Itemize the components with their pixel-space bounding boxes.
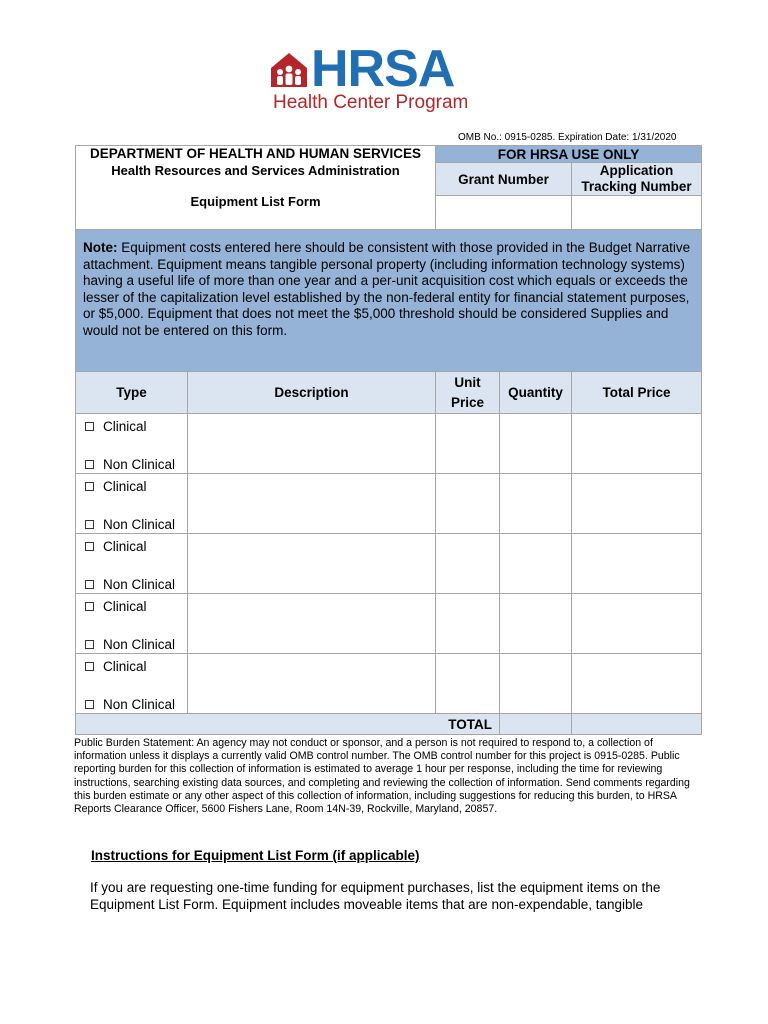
omb-number: OMB No.: 0915-0285. Expiration Date: 1/31/2020	[458, 132, 677, 143]
quantity-field[interactable]	[500, 534, 572, 594]
type-cell	[76, 654, 188, 714]
logo-program-name: Health Center Program	[273, 92, 469, 113]
clinical-checkbox[interactable]	[85, 422, 94, 431]
non-clinical-label: Non Clinical	[103, 576, 176, 592]
table-row	[76, 534, 702, 594]
type-cell	[76, 534, 188, 594]
non-clinical-checkbox[interactable]	[85, 520, 94, 529]
grant-number-label: Grant Number	[436, 163, 572, 196]
total-row	[76, 714, 702, 735]
clinical-checkbox[interactable]	[85, 602, 94, 611]
unit-price-field[interactable]	[436, 474, 500, 534]
table-row	[76, 474, 702, 534]
non-clinical-checkbox[interactable]	[85, 700, 94, 709]
clinical-option[interactable]	[85, 417, 187, 435]
non-clinical-label: Non Clinical	[103, 636, 176, 652]
clinical-checkbox[interactable]	[85, 662, 94, 671]
total-price-field[interactable]	[572, 534, 702, 594]
type-cell	[76, 414, 188, 474]
description-field[interactable]	[188, 654, 436, 714]
note-box	[76, 230, 702, 372]
form-title: Equipment List Form	[190, 194, 321, 209]
application-tracking-number-field[interactable]	[572, 196, 702, 230]
total-quantity-field[interactable]	[500, 714, 572, 735]
description-field[interactable]	[188, 474, 436, 534]
unit-price-field[interactable]	[436, 534, 500, 594]
column-header-quantity: Quantity	[500, 372, 572, 414]
description-field[interactable]	[188, 594, 436, 654]
application-tracking-number-label: Application Tracking Number	[572, 163, 702, 196]
description-field[interactable]	[188, 414, 436, 474]
department-header	[76, 146, 436, 230]
total-price-field[interactable]	[572, 594, 702, 654]
unit-price-field[interactable]	[436, 654, 500, 714]
non-clinical-label: Non Clinical	[103, 696, 176, 712]
non-clinical-option[interactable]	[85, 575, 187, 593]
house-people-icon	[270, 52, 308, 88]
clinical-option[interactable]	[85, 537, 187, 555]
table-row	[76, 654, 702, 714]
clinical-checkbox[interactable]	[85, 482, 94, 491]
non-clinical-option[interactable]	[85, 695, 187, 713]
hrsa-logo	[270, 40, 500, 116]
instructions-body: If you are requesting one-time funding for equipment purchases, list the equipment items on the Equipment List Form. Equipment includes moveable items that are non-expendable, tangible	[90, 880, 661, 912]
column-header-unit-price: Unit Price	[436, 372, 500, 414]
logo-wordmark: HRSA	[311, 40, 455, 98]
total-price-sum-field[interactable]	[572, 714, 702, 735]
agency-name: Health Resources and Services Administration	[111, 163, 400, 178]
column-header-description: Description	[188, 372, 436, 414]
non-clinical-label: Non Clinical	[103, 456, 176, 472]
department-name: DEPARTMENT OF HEALTH AND HUMAN SERVICES	[90, 146, 422, 161]
note-label: Note:	[83, 240, 118, 255]
non-clinical-checkbox[interactable]	[85, 460, 94, 469]
instructions-title: Instructions for Equipment List Form (if applicable)	[91, 848, 420, 863]
non-clinical-label: Non Clinical	[103, 516, 176, 532]
table-row	[76, 414, 702, 474]
non-clinical-option[interactable]	[85, 635, 187, 653]
equipment-list-table	[75, 145, 702, 735]
total-price-field[interactable]	[572, 414, 702, 474]
clinical-label: Clinical	[103, 658, 147, 674]
clinical-label: Clinical	[103, 538, 147, 554]
type-cell	[76, 474, 188, 534]
clinical-option[interactable]	[85, 597, 187, 615]
non-clinical-option[interactable]	[85, 455, 187, 473]
clinical-label: Clinical	[103, 478, 147, 494]
clinical-label: Clinical	[103, 598, 147, 614]
description-field[interactable]	[188, 534, 436, 594]
clinical-option[interactable]	[85, 657, 187, 675]
public-burden-statement: Public Burden Statement: An agency may not conduct or sponsor, and a person is not required to respond to, a collection of information unless it displays a currently valid OMB control number. The OMB control number for this project is 0915-0285. Public reporting burden for this collection of information is estimated to average 1 hour per response, including the time for reviewing instructions, searching existing data sources, and completing and reviewing the collection of information. Send comments regarding this burden estimate or any other aspect of this collection of information, including suggestions for reducing this burden, to HRSA Reports Clearance Officer, 5600 Fishers Lane, Room 14N-39, Rockville, Maryland, 20857.	[74, 737, 690, 816]
quantity-field[interactable]	[500, 654, 572, 714]
hrsa-use-only-header: FOR HRSA USE ONLY	[436, 146, 702, 163]
unit-price-field[interactable]	[436, 594, 500, 654]
column-header-total-price: Total Price	[572, 372, 702, 414]
non-clinical-checkbox[interactable]	[85, 640, 94, 649]
clinical-option[interactable]	[85, 477, 187, 495]
total-price-field[interactable]	[572, 474, 702, 534]
total-label: TOTAL	[76, 714, 500, 735]
unit-price-field[interactable]	[436, 414, 500, 474]
column-header-type: Type	[76, 372, 188, 414]
table-row	[76, 594, 702, 654]
quantity-field[interactable]	[500, 414, 572, 474]
non-clinical-option[interactable]	[85, 515, 187, 533]
non-clinical-checkbox[interactable]	[85, 580, 94, 589]
note-text: Equipment costs entered here should be consistent with those provided in the Budget Narrative attachment. Equipment means tangible personal property (including information technology systems) having a useful life of more than one year and a per-unit acquisition cost which equals or exceeds the lesser of the capitalization level established by the non-federal entity for financial statement purposes, or $5,000. Equipment that does not meet the $5,000 threshold should be considered Supplies and would not be entered on this form.	[83, 240, 691, 338]
clinical-label: Clinical	[103, 418, 147, 434]
type-cell	[76, 594, 188, 654]
quantity-field[interactable]	[500, 594, 572, 654]
total-price-field[interactable]	[572, 654, 702, 714]
clinical-checkbox[interactable]	[85, 542, 94, 551]
quantity-field[interactable]	[500, 474, 572, 534]
grant-number-field[interactable]	[436, 196, 572, 230]
